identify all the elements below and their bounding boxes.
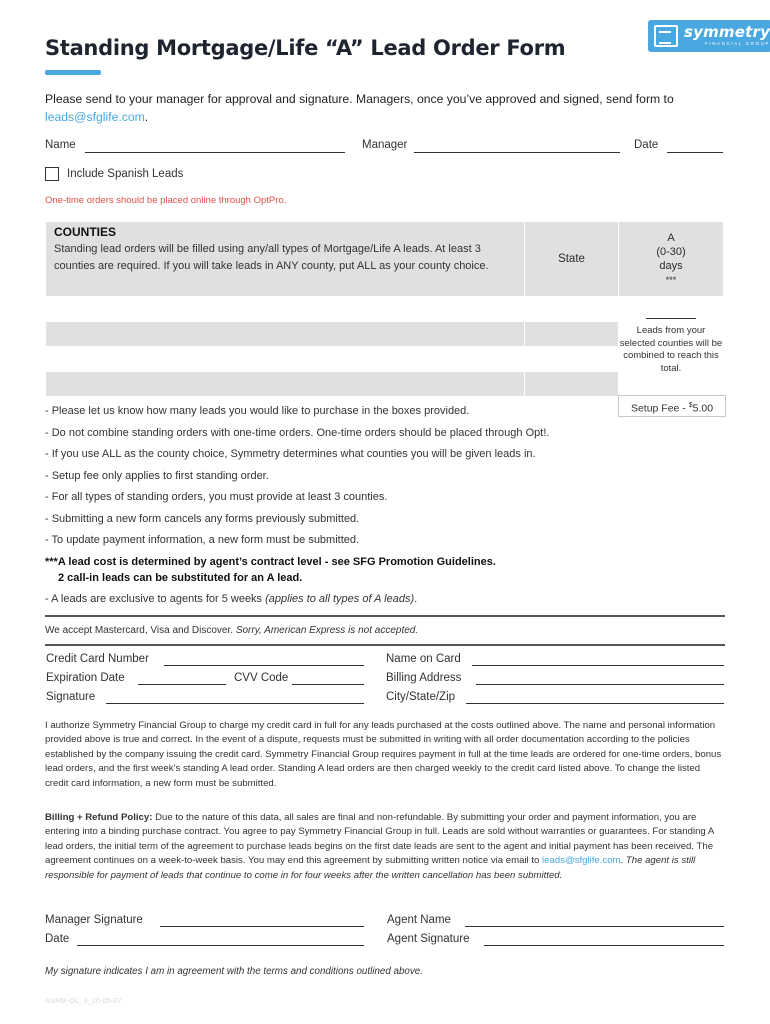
a-header-line4: *** xyxy=(665,275,677,285)
signature-field[interactable] xyxy=(106,703,364,704)
state-input-4[interactable] xyxy=(525,372,619,397)
cost-note-line2: 2 call-in leads can be substituted for an A lead. xyxy=(58,572,303,584)
accept-italic: Sorry, American Express is not accepted. xyxy=(235,625,419,636)
expiration-label: Expiration Date xyxy=(46,672,125,684)
date-label: Date xyxy=(634,139,659,151)
setup-fee-box xyxy=(618,395,726,417)
manager-field[interactable] xyxy=(414,152,620,153)
instruction-item: - Setup fee only applies to first standing order. xyxy=(45,470,269,482)
divider xyxy=(45,644,725,646)
agent-signature-field[interactable] xyxy=(484,945,724,946)
refund-policy-paragraph xyxy=(45,811,725,883)
lead-count-cell xyxy=(619,297,724,397)
expiration-field[interactable] xyxy=(138,684,226,685)
a-header-line1: A xyxy=(667,232,675,244)
manager-label: Manager xyxy=(362,139,408,151)
a-leads-header xyxy=(619,222,724,297)
spanish-leads-label: Include Spanish Leads xyxy=(67,168,184,180)
combine-note: Leads from your selected counties will be combined to reach this total. xyxy=(619,325,723,374)
signature-label: Signature xyxy=(46,691,96,703)
setup-fee-amount: 5.00 xyxy=(692,402,714,415)
exclusive-note xyxy=(45,593,417,605)
accepted-cards-note xyxy=(45,625,418,636)
signature-date-field[interactable] xyxy=(77,945,364,946)
date-field[interactable] xyxy=(667,152,723,153)
name-on-card-label: Name on Card xyxy=(386,653,461,665)
accept-text: We accept Mastercard, Visa and Discover. xyxy=(45,625,236,636)
agent-name-label: Agent Name xyxy=(387,914,451,926)
counties-description: Standing lead orders will be filled using any/all types of Mortgage/Life A leads. At least 3 counties are required. If you will take leads in ANY county, put ALL as your county choice. xyxy=(54,243,489,272)
billing-address-label: Billing Address xyxy=(386,672,462,684)
manager-signature-field[interactable] xyxy=(160,926,364,927)
state-input-3[interactable] xyxy=(525,347,619,372)
page-title: Standing Mortgage/Life “A” Lead Order Form xyxy=(45,36,566,60)
agreement-note: My signature indicates I am in agreement with the terms and conditions outlined above. xyxy=(45,966,423,977)
logo-name: symmetry xyxy=(684,23,770,42)
authorization-paragraph: I authorize Symmetry Financial Group to charge my credit card in full for any leads purchased at the costs outlined above. The name and personal information provided above is true and correct. In the event of a dispute, requests must be submitted in writing with all order documentation according to the policies established by the company issuing the credit card. Symmetry Financial Group requires payment in full at the time leads are ordered for one-time orders, bonus lead orders, and the first week’s standing A lead order. Standing A lead orders are then charged weekly to the credit card listed above. To change the listed credit card information, a new form must be submitted. xyxy=(45,720,722,789)
divider xyxy=(45,615,725,617)
name-label: Name xyxy=(45,139,76,151)
agent-name-field[interactable] xyxy=(465,926,724,927)
email-link[interactable]: leads@sfglife.com xyxy=(45,110,145,124)
intro-text xyxy=(45,90,725,126)
exclusive-end: . xyxy=(414,593,418,605)
title-underline xyxy=(45,70,101,75)
credit-card-label: Credit Card Number xyxy=(46,653,149,665)
state-input-1[interactable] xyxy=(525,297,619,322)
instruction-item: - If you use ALL as the county choice, Symmetry determines what counties you will be given leads in. xyxy=(45,448,536,460)
intro-end: . xyxy=(144,110,149,124)
name-field[interactable] xyxy=(85,152,345,153)
logo-subtitle: FINANCIAL GROUP xyxy=(705,41,770,47)
name-on-card-field[interactable] xyxy=(472,665,724,666)
symmetry-logo xyxy=(648,20,770,52)
setup-fee-label: Setup Fee - xyxy=(630,402,689,415)
instruction-item: - Do not combine standing orders with one-time orders. One-time orders should be placed through Opt!. xyxy=(45,427,550,439)
billing-address-field[interactable] xyxy=(476,684,724,685)
county-input-1[interactable] xyxy=(46,297,525,322)
refund-text2: . xyxy=(620,855,626,867)
county-input-4[interactable] xyxy=(46,372,525,397)
signature-date-label: Date xyxy=(45,933,70,945)
city-state-zip-field[interactable] xyxy=(466,703,724,704)
counties-title: COUNTIES xyxy=(54,225,117,239)
instruction-item: - To update payment information, a new form must be submitted. xyxy=(45,534,360,546)
lead-count-input[interactable] xyxy=(646,303,696,319)
form-code: ASRM-OL_3_20-05-07 xyxy=(45,996,122,1005)
refund-email-link[interactable]: leads@sfglife.com xyxy=(542,855,621,867)
a-header-line3: days xyxy=(659,260,683,272)
setup-fee-symbol: $ xyxy=(688,402,693,409)
intro-line: Please send to your manager for approval and signature. Managers, once you’ve approved and signed, send form to xyxy=(45,92,674,106)
state-header: State xyxy=(525,222,619,297)
credit-card-field[interactable] xyxy=(164,665,364,666)
agent-signature-label: Agent Signature xyxy=(387,933,470,945)
cvv-field[interactable] xyxy=(292,684,364,685)
instruction-item: - Submitting a new form cancels any forms previously submitted. xyxy=(45,513,360,525)
refund-italic: The agent is still responsible for payment of leads that continue to come in for four weeks after the written cancellation has been submitted. xyxy=(45,855,696,881)
a-header-line2: (0-30) xyxy=(656,246,686,258)
city-state-zip-label: City/State/Zip xyxy=(386,691,456,703)
cost-note-line1: ***A lead cost is determined by agent’s contract level - see SFG Promotion Guidelines. xyxy=(45,556,496,568)
refund-text: Due to the nature of this data, all sales are final and non-refundable. By submitting your order and payment information, you are entering into a binding purchase contract. You agree to pay Symmetry Financial Group in full. Leads are sold without warranties or guarantees. For standing A lead orders, the initial term of the agreement to purchase leads begins on the first date leads are sent to the agent and initial payment has been received. The agreement continues on a week-to-week basis. You may end this agreement by submitting written notice via email to xyxy=(45,812,714,867)
state-input-2[interactable] xyxy=(525,322,619,347)
county-input-2[interactable] xyxy=(46,322,525,347)
instruction-item: - Please let us know how many leads you would like to purchase in the boxes provided. xyxy=(45,405,470,417)
cvv-label: CVV Code xyxy=(234,672,289,684)
counties-table xyxy=(45,221,724,397)
spanish-leads-checkbox[interactable] xyxy=(45,167,59,181)
exclusive-text: - A leads are exclusive to agents for 5 weeks xyxy=(45,593,266,605)
county-input-3[interactable] xyxy=(46,347,525,372)
manager-signature-label: Manager Signature xyxy=(45,914,143,926)
instruction-item: - For all types of standing orders, you must provide at least 3 counties. xyxy=(45,491,388,503)
refund-heading: Billing + Refund Policy: xyxy=(45,812,153,823)
counties-header xyxy=(46,222,525,297)
exclusive-italic: (applies to all types of A leads) xyxy=(265,593,415,605)
onetime-order-note: One-time orders should be placed online through OptPro. xyxy=(45,195,287,206)
logo-mark-icon xyxy=(654,25,678,47)
